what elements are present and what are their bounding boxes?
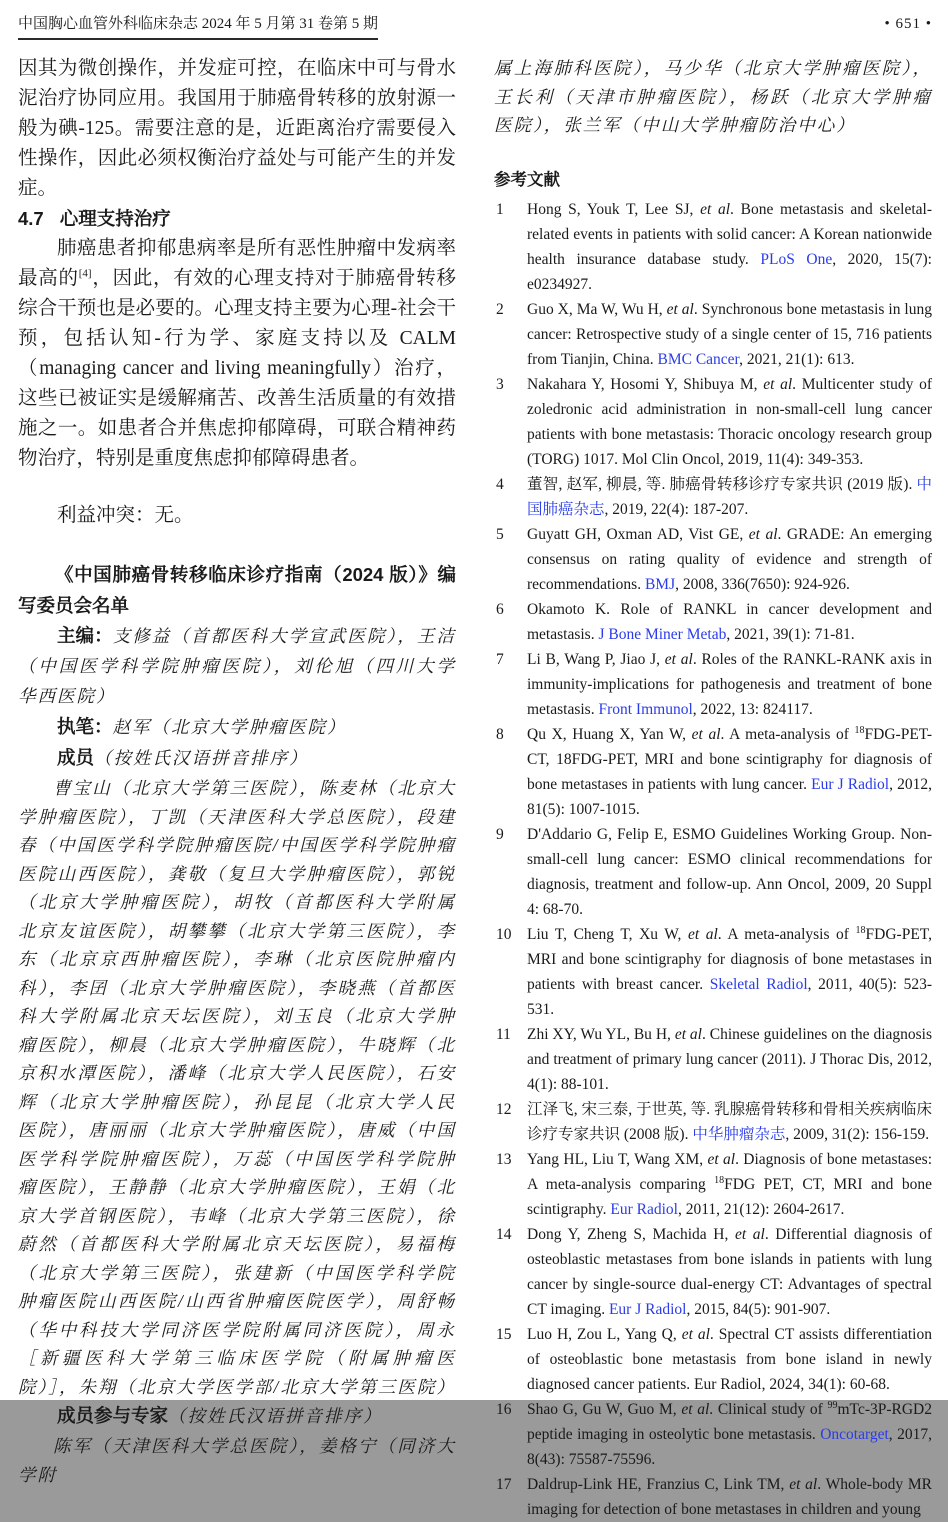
- reference-segment: , 2020, 15(7): e0234927.: [527, 250, 932, 293]
- journal-name-link[interactable]: Eur J Radiol: [608, 1300, 687, 1318]
- paragraph-brachytherapy: 因其为微创操作，并发症可控，在临床中可与骨水泥治疗协同应用。我国用于肺癌骨转移的放射源一般为碘-125。需要注意的是，近距离治疗需要侵入性操作，因此必须权衡治疗益处与可能产生的并发症。: [18, 58, 456, 199]
- reference-segment: Liu T, Cheng T, Xu W,: [527, 925, 688, 943]
- writer-line: [18, 712, 456, 743]
- reference-segment: , 2022, 13: 824117.: [692, 700, 813, 718]
- et-al-italic: et al: [681, 1325, 710, 1343]
- journal-name-link[interactable]: Eur J Radiol: [811, 775, 890, 793]
- reference-number: 12: [496, 1100, 512, 1118]
- reference-number: 1: [496, 200, 504, 218]
- reference-text: [527, 826, 932, 918]
- members-sort-note: （按姓氏汉语拼音排序）: [94, 748, 309, 768]
- reference-number: 15: [496, 1325, 512, 1343]
- journal-name-link[interactable]: J Bone Miner Metab: [598, 625, 727, 643]
- isotope-superscript: 18: [714, 1174, 725, 1186]
- reference-item: [494, 197, 932, 297]
- reference-segment: D'Addario G, Felip E, ESMO Guidelines Working Group. Non-small-cell lung cancer: ESMO clinical recommendations for diagnosis, treatment and follow-up. Ann Oncol, 2009, 20 Suppl 4: 68-70.: [527, 825, 932, 918]
- reference-segment: Hong S, Youk T, Lee SJ,: [527, 200, 701, 218]
- reference-text: [527, 476, 932, 518]
- journal-name-link[interactable]: Oncotarget: [820, 1425, 889, 1443]
- reference-segment: . Chinese guidelines on the diagnosis and treatment of primary lung cancer (2011). J Thorac Dis, 2012, 4(1): 88-101.: [527, 1025, 933, 1093]
- experts-header-line: [18, 1401, 456, 1432]
- chief-editors-line: [18, 621, 456, 712]
- references-heading: 参考文献: [494, 170, 560, 189]
- reference-item: [494, 372, 932, 472]
- reference-segment: . Differential diagnosis of osteoblastic metastases from bone islands in patients with lung cancer by single-source dual-energy CT: Advantages of spectral CT imaging.: [527, 1225, 933, 1318]
- reference-segment: . Multicenter study of zoledronic acid administration in non-small-cell lung cancer patients with bone metastasis: Thoracic oncology research group (TORG) 1017. Mol Clin Oncol, 2019, 11(4): 349-353.: [527, 375, 932, 468]
- section-heading-psych-support: [18, 204, 456, 234]
- reference-segment: , 2015, 84(5): 901-907.: [686, 1300, 831, 1318]
- reference-item: [494, 1222, 932, 1322]
- reference-segment: Okamoto K. Role of RANKL in cancer development and metastasis.: [527, 600, 932, 643]
- reference-segment: , 2009, 31(2): 156-159.: [785, 1125, 930, 1143]
- et-al-italic: et al: [700, 200, 731, 218]
- experts-label: 成员参与专家: [57, 1405, 169, 1426]
- reference-text: [527, 601, 932, 643]
- reference-item: [494, 822, 932, 922]
- journal-title: 中国胸心血管外科临床杂志 2024 年 5 月第 31 卷第 5 期: [18, 14, 378, 40]
- reference-text: [527, 301, 932, 368]
- et-al-italic: et al: [687, 925, 718, 943]
- isotope-superscript: 99: [827, 1399, 838, 1411]
- reference-segment: . Clinical study of: [709, 1400, 828, 1418]
- reference-number: 11: [496, 1025, 511, 1043]
- reference-item: [494, 922, 932, 1022]
- reference-segment: FDG-PET-CT, 18FDG-PET, MRI and bone scintigraphy for diagnosis of bone metastases in patients with lung cancer.: [527, 725, 932, 793]
- reference-segment: , 2011, 21(12): 2604-2617.: [677, 1200, 845, 1218]
- left-column: [18, 54, 456, 1522]
- journal-name-link[interactable]: Eur Radiol: [610, 1200, 678, 1218]
- reference-segment: , 2019, 22(4): 187-207.: [604, 500, 749, 518]
- reference-number: 5: [496, 525, 504, 543]
- writer-label: 执笔：: [57, 716, 113, 737]
- reference-segment: Zhi XY, Wu YL, Bu H,: [527, 1025, 675, 1043]
- reference-segment: 董智, 赵军, 柳晨, 等. 肺癌骨转移诊疗专家共识 (2019 版).: [527, 475, 917, 493]
- experts-names-start: 陈军（天津医科大学总医院），姜格宁（同济大学附: [18, 1436, 456, 1485]
- two-column-body: [18, 54, 932, 1522]
- reference-number: 7: [496, 650, 504, 668]
- committee-list-title: 《中国肺癌骨转移临床诊疗指南（2024 版）》编写委员会名单: [18, 564, 456, 616]
- reference-segment: Dong Y, Zheng S, Machida H,: [527, 1225, 735, 1243]
- page-header: [18, 14, 932, 40]
- paragraph-text: 肺癌患者抑郁患病率是所有恶性肿瘤中发病率最高的: [18, 238, 456, 289]
- et-al-italic: et al: [691, 725, 721, 743]
- reference-item: [494, 1397, 932, 1472]
- reference-segment: Guo X, Ma W, Wu H,: [527, 300, 667, 318]
- page-number: • 651 •: [884, 16, 932, 32]
- reference-item: [494, 522, 932, 597]
- reference-text: [527, 1401, 932, 1468]
- reference-segment: Qu X, Huang X, Yan W,: [527, 725, 692, 743]
- reference-number: 8: [496, 725, 504, 743]
- reference-segment: FDG PET, CT, MRI and bone scintigraphy.: [527, 1175, 932, 1218]
- reference-segment: Li B, Wang P, Jiao J,: [527, 650, 665, 668]
- reference-number: 2: [496, 300, 504, 318]
- reference-segment: . Whole-body MR imaging for detection of bone metastases in children and young: [527, 1475, 932, 1518]
- reference-segment: , 2021, 21(1): 613.: [739, 350, 855, 368]
- paragraph-psych-support: [18, 234, 456, 474]
- reference-number: 6: [496, 600, 504, 618]
- reference-item: [494, 1022, 932, 1097]
- journal-name-link[interactable]: Front Immunol: [598, 700, 693, 718]
- reference-text: [527, 376, 932, 468]
- reference-segment: Guyatt GH, Oxman AD, Vist GE,: [527, 525, 749, 543]
- reference-segment: . Roles of the RANKL-RANK axis in immunity-implications for pathogenesis and treatment of bone metastasis.: [527, 650, 932, 718]
- reference-segment: Shao G, Gu W, Guo M,: [527, 1400, 682, 1418]
- isotope-superscript: 18: [855, 924, 866, 936]
- reference-number: 16: [496, 1400, 512, 1418]
- et-al-italic: et al: [763, 375, 793, 393]
- reference-text: [527, 926, 932, 1018]
- reference-text: [527, 726, 932, 818]
- reference-segment: , 2011, 40(5): 523-531.: [527, 975, 932, 1018]
- et-al-italic: et al: [748, 525, 778, 543]
- reference-number: 17: [496, 1475, 512, 1493]
- reference-segment: , 2008, 336(7650): 924-926.: [675, 575, 850, 593]
- reference-number: 14: [496, 1225, 512, 1243]
- right-column: [494, 54, 932, 1522]
- et-al-italic: et al: [664, 650, 693, 668]
- section-number: 4.7: [18, 208, 44, 229]
- reference-number: 4: [496, 475, 504, 493]
- chief-editors-names: 支修益（首都医科大学宣武医院），王洁（中国医学科学院肿瘤医院），刘伦旭（四川大学华西医院）: [18, 626, 456, 706]
- paragraph-text: ，因此，有效的心理支持对于肺癌骨转移综合干预也是必要的。心理支持主要为心理-社会干预，包括认知-行为学、家庭支持以及 CALM（managing cancer and living meaningfully）治疗，这些已被证实是缓解痛苦、改善生活质量的有效措施之一。如患者合并焦虑抑郁障碍，可联合精神药物治疗，特别是重度焦虑抑郁障碍患者。: [18, 268, 456, 469]
- reference-item: [494, 472, 932, 522]
- conflict-of-interest-statement: 利益冲突：无。: [57, 505, 194, 526]
- reference-segment: . Spectral CT assists differentiation of osteoblastic bone metastasis from bone island in newly diagnosed cancer patients. Eur Radiol, 2024, 34(1): 60-68.: [527, 1325, 932, 1393]
- reference-item: [494, 1147, 932, 1222]
- reference-text: [527, 1151, 932, 1218]
- reference-item: [494, 1322, 932, 1397]
- reference-segment: Luo H, Zou L, Yang Q,: [527, 1325, 682, 1343]
- journal-name-link[interactable]: 中华肿瘤杂志: [692, 1125, 786, 1143]
- reference-number: 9: [496, 825, 504, 843]
- reference-segment: mTc-3P-RGD2 peptide imaging in osteolytic bone metastasis.: [527, 1400, 932, 1443]
- reference-text: [527, 1226, 932, 1318]
- reference-segment: FDG-PET, MRI and bone scintigraphy for diagnosis of bone metastases in patients with breast cancer.: [527, 925, 932, 993]
- journal-name-link[interactable]: BMC Cancer: [657, 350, 740, 368]
- et-al-italic: et al: [674, 1025, 702, 1043]
- journal-name-link[interactable]: Skeletal Radiol: [709, 975, 808, 993]
- writer-names: 赵军（北京大学肿瘤医院）: [112, 717, 347, 737]
- reference-item: [494, 647, 932, 722]
- reference-segment: . A meta-analysis of: [720, 725, 855, 743]
- reference-segment: Nakahara Y, Hosomi Y, Shibuya M,: [527, 375, 764, 393]
- journal-name-link[interactable]: PLoS One: [760, 250, 833, 268]
- citation-mark-4: [4]: [78, 267, 92, 280]
- chief-editors-label: 主编：: [57, 625, 113, 646]
- reference-segment: . GRADE: An emerging consensus on rating quality of evidence and strength of recommendations.: [527, 525, 932, 593]
- reference-segment: Yang HL, Liu T, Wang XM,: [527, 1150, 708, 1168]
- members-label: 成员: [57, 747, 95, 768]
- reference-number: 10: [496, 925, 512, 943]
- et-al-italic: et al: [789, 1475, 818, 1493]
- reference-number: 13: [496, 1150, 512, 1168]
- reference-text: [527, 1476, 932, 1518]
- reference-text: [527, 201, 932, 293]
- reference-segment: 江泽飞, 宋三泰, 于世英, 等. 乳腺癌骨转移和骨相关疾病临床诊疗专家共识 (2008 版).: [527, 1100, 932, 1143]
- experts-sort-note: （按姓氏汉语拼音排序）: [168, 1406, 383, 1426]
- reference-segment: Daldrup-Link HE, Franzius C, Link TM,: [527, 1475, 790, 1493]
- reference-number: 3: [496, 375, 504, 393]
- reference-text: [527, 1026, 932, 1093]
- members-header-line: [18, 743, 456, 774]
- experts-names-continued: 属上海肺科医院），马少华（北京大学肿瘤医院），王长利（天津市肿瘤医院），杨跃（北京大学肿瘤医院），张兰军（中山大学肿瘤防治中心）: [494, 58, 932, 135]
- reference-text: [527, 1326, 932, 1393]
- reference-item: [494, 297, 932, 372]
- reference-item: [494, 722, 932, 822]
- references-list: [494, 197, 932, 1522]
- reference-text: [527, 651, 932, 718]
- journal-name-link[interactable]: BMJ: [644, 575, 676, 593]
- reference-item: [494, 1097, 932, 1147]
- reference-segment: , 2021, 39(1): 71-81.: [726, 625, 855, 643]
- reference-segment: . Diagnosis of bone metastases: A meta-analysis comparing: [527, 1150, 932, 1193]
- reference-segment: . Bone metastasis and skeletal-related events in patients with solid cancer: A Korean nationwide health insurance database study.: [527, 200, 932, 268]
- et-al-italic: et al: [681, 1400, 710, 1418]
- et-al-italic: et al: [666, 300, 694, 318]
- isotope-superscript: 18: [854, 724, 865, 736]
- et-al-italic: et al: [734, 1225, 765, 1243]
- reference-text: [527, 1101, 932, 1143]
- reference-segment: , 2017, 8(43): 75587-75596.: [527, 1425, 933, 1468]
- members-names: 曹宝山（北京大学第三医院），陈麦林（北京大学肿瘤医院），丁凯（天津医科大学总医院），段建春（中国医学科学院肿瘤医院/中国医学科学院肿瘤医院山西医院），龚敬（复旦大学肿瘤医院），郭锐（北京大学肿瘤医院），胡牧（首都医科大学附属北京友谊医院），胡攀攀（北京大学第三医院），李东（北京京西肿瘤医院），李琳（北京医院肿瘤内科），李囝（北京大学肿瘤医院），李晓燕（首都医科大学附属北京天坛医院），刘玉良（北京大学肿瘤医院），柳晨（北京大学肿瘤医院），牛晓辉（北京积水潭医院），潘峰（北京大学人民医院），石安辉（北京大学肿瘤医院），孙昆昆（北京大学人民医院），唐丽丽（北京大学肿瘤医院），唐威（中国医学科学院肿瘤医院），万蕊（中国医学科学院肿瘤医院），王静静（北京大学肿瘤医院），王娟（北京大学首钢医院），韦峰（北京大学第三医院），徐蔚然（首都医科大学附属北京天坛医院），易福梅（北京大学第三医院），张建新（中国医学科学院肿瘤医院山西医院/山西省肿瘤医院医学），周舒畅（华中科技大学同济医学院附属同济医院），周永［新疆医科大学第三临床医学院（附属肿瘤医院）］，朱翔（北京大学医学部/北京大学第三医院）: [18, 778, 456, 1397]
- reference-item: [494, 597, 932, 647]
- reference-segment: , 2012, 81(5): 1007-1015.: [527, 775, 932, 818]
- et-al-italic: et al: [707, 1150, 736, 1168]
- reference-segment: . A meta-analysis of: [717, 925, 856, 943]
- section-title: 心理支持治疗: [59, 208, 171, 229]
- reference-segment: . Synchronous bone metastasis in lung cancer: Retrospective study of a single center of 15, 716 patients from Tianjin, China.: [527, 300, 932, 368]
- journal-name-link[interactable]: 中国肺癌杂志: [527, 475, 932, 518]
- reference-item: [494, 1472, 932, 1522]
- reference-text: [527, 526, 932, 593]
